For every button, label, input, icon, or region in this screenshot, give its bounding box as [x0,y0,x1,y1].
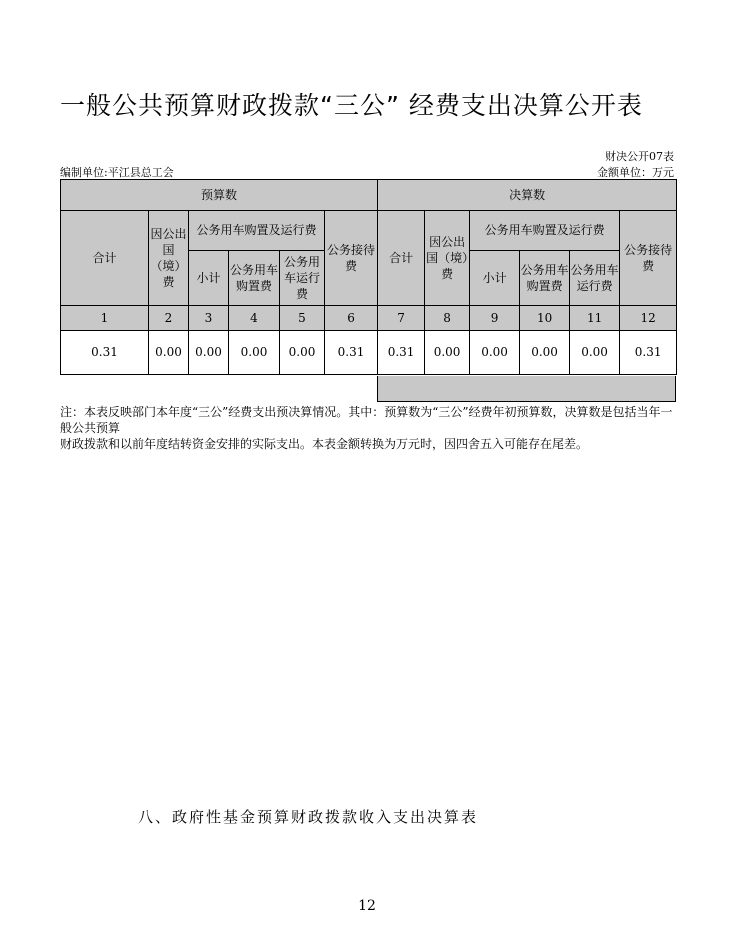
header-budget-group: 预算数 [61,180,378,211]
value-cell: 0.00 [149,331,189,375]
col-number: 12 [620,306,677,331]
header-final-group: 决算数 [378,180,677,211]
col-number: 7 [378,306,425,331]
amount-unit-label: 金额单位：万元 [597,166,674,179]
header-budget-total: 合计 [61,211,149,306]
value-cell: 0.00 [570,331,620,375]
page-title: 一般公共预算财政拨款“三公” 经费支出决算公开表 [60,91,643,120]
col-number: 1 [61,306,149,331]
value-cell: 0.00 [280,331,325,375]
col-number: 5 [280,306,325,331]
col-number: 9 [470,306,520,331]
header-final-reception: 公务接待费 [620,211,677,306]
header-final-operation: 公务用车运行费 [570,251,620,306]
organization-label: 编制单位:平江县总工会 [60,166,174,179]
value-cell: 0.31 [61,331,149,375]
table-row [61,331,677,375]
col-number: 8 [425,306,470,331]
table-footer-gray-block [377,376,676,402]
col-number: 10 [520,306,570,331]
value-cell: 0.00 [425,331,470,375]
header-final-vehicle: 公务用车购置及运行费 [470,211,620,251]
col-number: 2 [149,306,189,331]
value-cell: 0.00 [189,331,229,375]
value-cell: 0.00 [520,331,570,375]
header-budget-subtotal: 小计 [189,251,229,306]
col-number: 3 [189,306,229,331]
col-number: 11 [570,306,620,331]
value-cell: 0.31 [620,331,677,375]
header-budget-vehicle: 公务用车购置及运行费 [189,211,325,251]
value-cell: 0.31 [378,331,425,375]
table-note [60,404,676,452]
value-cell: 0.00 [229,331,280,375]
page-number: 12 [358,898,376,914]
three-public-expense-table [60,179,677,375]
note-line: 注：本表反映部门本年度“三公”经费支出预决算情况。其中：预算数为“三公”经费年初预算数，决算数是包括当年一般公共预算 [60,405,673,435]
value-cell: 0.00 [470,331,520,375]
header-budget-purchase: 公务用车购置费 [229,251,280,306]
col-number: 4 [229,306,280,331]
header-final-subtotal: 小计 [470,251,520,306]
note-line: 财政拨款和以前年度结转资金安排的实际支出。本表金额转换为万元时，因四舍五入可能存在尾差。 [60,437,589,451]
header-final-abroad: 因公出国（境）费 [425,211,470,306]
header-final-total: 合计 [378,211,425,306]
header-final-purchase: 公务用车购置费 [520,251,570,306]
header-budget-abroad: 因公出国（境）费 [149,211,189,306]
section-heading: 八、政府性基金预算财政拨款收入支出决算表 [138,808,479,826]
header-budget-operation: 公务用车运行费 [280,251,325,306]
col-number: 6 [325,306,378,331]
value-cell: 0.31 [325,331,378,375]
form-code: 财决公开07表 [605,150,674,163]
header-budget-reception: 公务接待费 [325,211,378,306]
column-number-row [61,306,677,331]
